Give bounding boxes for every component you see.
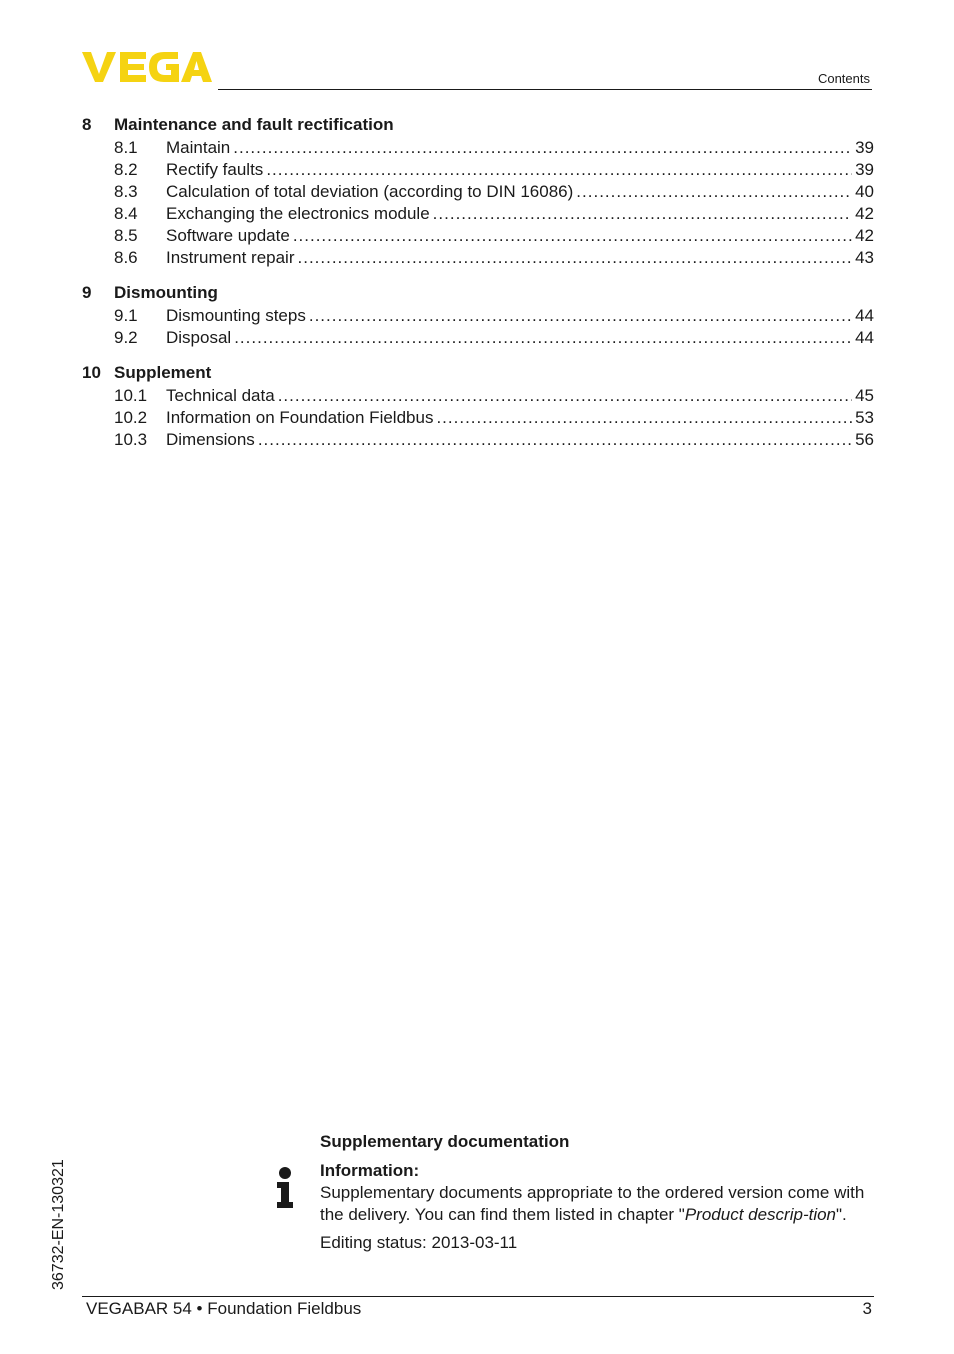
footer-rule	[82, 1296, 874, 1297]
table-of-contents	[82, 112, 874, 462]
dot-leader	[258, 429, 852, 451]
entry-title: Rectify faults	[166, 160, 264, 179]
toc-chapter-9	[82, 280, 874, 349]
toc-entry[interactable]	[82, 305, 874, 327]
entry-number: 10.3	[114, 430, 148, 449]
entry-page: 40	[855, 182, 874, 201]
entry-page: 45	[855, 386, 874, 405]
page-number: 3	[862, 1299, 872, 1318]
toc-entry[interactable]	[82, 407, 874, 429]
information-icon	[274, 1166, 296, 1210]
entry-number: 10.1	[114, 386, 148, 405]
information-label: Information:	[320, 1161, 420, 1180]
dot-leader	[278, 385, 852, 407]
toc-chapter-10	[82, 360, 874, 451]
entry-number: 8.2	[114, 160, 138, 179]
info-text-part: Supplementary documents appropriate to the ordered version come with the delivery. You can find them listed in chapter "	[320, 1183, 865, 1224]
dot-leader	[234, 327, 852, 349]
dot-leader	[436, 407, 852, 429]
entry-title: Instrument repair	[166, 248, 295, 267]
chapter-number: 10	[82, 362, 101, 382]
supplementary-title: Supplementary documentation	[320, 1132, 570, 1151]
dot-leader	[433, 203, 852, 225]
entry-page: 42	[855, 204, 874, 223]
entry-page: 56	[855, 430, 874, 449]
dot-leader	[293, 225, 852, 247]
dot-leader	[309, 305, 852, 327]
entry-page: 39	[855, 160, 874, 179]
entry-title: Information on Foundation Fieldbus	[166, 408, 434, 427]
header-section-title: Contents	[817, 71, 870, 86]
toc-chapter-8	[82, 112, 874, 269]
toc-entry[interactable]	[82, 247, 874, 269]
entry-number: 8.1	[114, 138, 138, 157]
entry-title: Dismounting steps	[166, 306, 306, 325]
chapter-title: Dismounting	[114, 282, 218, 302]
entry-page: 44	[855, 306, 874, 325]
entry-title: Disposal	[166, 328, 232, 347]
supplementary-documentation	[320, 1131, 875, 1254]
entry-title: Exchanging the electronics module	[166, 204, 430, 223]
chapter-heading[interactable]	[82, 280, 874, 305]
entry-number: 9.1	[114, 306, 138, 325]
toc-entry[interactable]	[82, 203, 874, 225]
chapter-title: Maintenance and fault rectification	[114, 114, 394, 134]
dot-leader	[298, 247, 853, 269]
entry-title: Calculation of total deviation (according to DIN 16086)	[166, 182, 574, 201]
chapter-title: Supplement	[114, 362, 212, 382]
toc-entry[interactable]	[82, 181, 874, 203]
document-code: 36732-EN-130321	[50, 1159, 67, 1290]
entry-number: 10.2	[114, 408, 148, 427]
entry-page: 43	[855, 248, 874, 267]
entry-page: 53	[855, 408, 874, 427]
toc-entry[interactable]	[82, 327, 874, 349]
toc-entry[interactable]	[82, 137, 874, 159]
entry-page: 44	[855, 328, 874, 347]
dot-leader	[233, 137, 852, 159]
dot-leader	[266, 159, 852, 181]
dot-leader	[576, 181, 852, 203]
entry-number: 9.2	[114, 328, 138, 347]
entry-title: Software update	[166, 226, 290, 245]
chapter-number: 8	[82, 114, 92, 134]
info-text-part: ".	[836, 1205, 847, 1224]
entry-number: 8.5	[114, 226, 138, 245]
toc-entry[interactable]	[82, 429, 874, 451]
vega-logo	[82, 50, 212, 84]
toc-entry[interactable]	[82, 225, 874, 247]
entry-number: 8.4	[114, 204, 138, 223]
entry-page: 42	[855, 226, 874, 245]
entry-title: Technical data	[166, 386, 275, 405]
header-rule	[218, 89, 872, 90]
footer-product: VEGABAR 54 • Foundation Fieldbus	[86, 1299, 362, 1318]
toc-entry[interactable]	[82, 385, 874, 407]
entry-page: 39	[855, 138, 874, 157]
entry-title: Maintain	[166, 138, 231, 157]
entry-number: 8.3	[114, 182, 138, 201]
entry-title: Dimensions	[166, 430, 255, 449]
information-text	[320, 1182, 875, 1226]
entry-number: 8.6	[114, 248, 138, 267]
chapter-heading[interactable]	[82, 112, 874, 137]
toc-entry[interactable]	[82, 159, 874, 181]
editing-status: Editing status: 2013-03-11	[320, 1233, 518, 1252]
chapter-heading[interactable]	[82, 360, 874, 385]
chapter-reference: Product descrip-tion	[684, 1205, 837, 1224]
chapter-number: 9	[82, 282, 92, 302]
